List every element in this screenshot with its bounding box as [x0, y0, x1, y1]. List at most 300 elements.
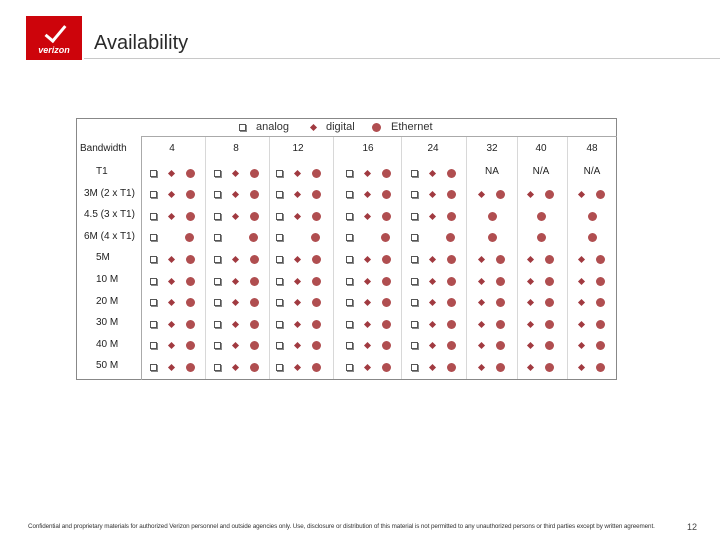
- ethernet-circle-icon: [250, 255, 259, 264]
- column-header: 8: [233, 143, 239, 154]
- ethernet-circle-icon: [447, 363, 456, 372]
- availability-cell: [346, 253, 391, 265]
- column-header: 24: [427, 143, 439, 154]
- availability-cell: [276, 318, 321, 330]
- ethernet-circle-icon: [545, 320, 554, 329]
- ethernet-circle-icon: [250, 190, 259, 199]
- availability-cell: [579, 253, 605, 265]
- availability-cell: [346, 167, 391, 179]
- ethernet-circle-icon: [382, 190, 391, 199]
- digital-diamond-icon: [293, 169, 300, 176]
- availability-cell: [479, 318, 505, 330]
- availability-cell: [528, 340, 554, 352]
- ethernet-circle-icon: [545, 363, 554, 372]
- analog-square-icon: [276, 256, 283, 263]
- column-divider: [517, 137, 518, 379]
- ethernet-circle-icon: [382, 298, 391, 307]
- analog-square-icon: [346, 321, 353, 328]
- ethernet-circle-icon: [312, 190, 321, 199]
- digital-diamond-icon: [363, 321, 370, 328]
- digital-diamond-icon: [293, 277, 300, 284]
- row-label: 40 M: [96, 338, 119, 350]
- row-label: 20 M: [96, 295, 119, 307]
- ethernet-circle-icon: [596, 255, 605, 264]
- digital-diamond-icon: [293, 191, 300, 198]
- legend-ethernet: Ethernet: [372, 118, 433, 136]
- availability-cell: [579, 361, 605, 373]
- analog-square-icon: [411, 278, 418, 285]
- ethernet-circle-icon: [496, 341, 505, 350]
- ethernet-circle-icon: [312, 255, 321, 264]
- digital-diamond-icon: [527, 191, 534, 198]
- analog-square-icon: [214, 364, 221, 371]
- digital-diamond-icon: [231, 213, 238, 220]
- digital-diamond-icon: [478, 321, 485, 328]
- ethernet-circle-icon: [447, 298, 456, 307]
- availability-cell: [276, 253, 321, 265]
- digital-diamond-icon: [478, 342, 485, 349]
- availability-cell: [479, 275, 505, 287]
- availability-cell: [276, 210, 321, 222]
- analog-square-icon: [411, 213, 418, 220]
- column-header: 4: [169, 143, 175, 154]
- analog-square-icon: [276, 342, 283, 349]
- analog-square-icon: [346, 364, 353, 371]
- analog-square-icon: [411, 299, 418, 306]
- row-label: 3M (2 x T1): [84, 187, 135, 199]
- ethernet-circle-icon: [545, 298, 554, 307]
- digital-diamond-icon: [231, 169, 238, 176]
- availability-cell: [276, 167, 321, 179]
- availability-cell: [214, 210, 259, 222]
- analog-square-icon: [411, 342, 418, 349]
- availability-cell: [214, 189, 259, 201]
- column-header: 16: [362, 143, 374, 154]
- digital-diamond-icon: [578, 299, 585, 306]
- ethernet-circle-icon: [545, 190, 554, 199]
- analog-square-icon: [346, 342, 353, 349]
- digital-diamond-icon: [428, 191, 435, 198]
- analog-square-icon: [214, 278, 221, 285]
- digital-diamond-icon: [527, 342, 534, 349]
- digital-diamond-icon: [428, 299, 435, 306]
- ethernet-circle-icon: [382, 255, 391, 264]
- analog-square-icon: [150, 234, 157, 241]
- ethernet-circle-icon: [250, 363, 259, 372]
- digital-diamond-icon: [578, 321, 585, 328]
- ethernet-circle-icon: [545, 277, 554, 286]
- ethernet-circle-icon: [186, 255, 195, 264]
- digital-diamond-icon: [428, 169, 435, 176]
- column-divider: [333, 137, 334, 379]
- ethernet-circle-icon: [596, 298, 605, 307]
- page-title: Availability: [94, 32, 189, 54]
- digital-diamond-icon: [578, 256, 585, 263]
- ethernet-circle-icon: [447, 169, 456, 178]
- column-header: 32: [486, 143, 498, 154]
- availability-cell: [411, 167, 456, 179]
- circle-icon: [372, 123, 381, 132]
- digital-diamond-icon: [167, 364, 174, 371]
- availability-cell: [276, 232, 320, 244]
- row-label: 5M: [96, 252, 110, 264]
- analog-square-icon: [276, 213, 283, 220]
- analog-square-icon: [150, 170, 157, 177]
- row-label: 50 M: [96, 360, 119, 372]
- availability-text: N/A: [532, 166, 550, 177]
- ethernet-circle-icon: [381, 233, 390, 242]
- verizon-logo: [26, 16, 82, 60]
- digital-diamond-icon: [167, 277, 174, 284]
- analog-square-icon: [150, 342, 157, 349]
- availability-cell: [411, 361, 456, 373]
- ethernet-circle-icon: [186, 277, 195, 286]
- column-header: 40: [535, 143, 547, 154]
- digital-diamond-icon: [231, 277, 238, 284]
- ethernet-circle-icon: [312, 298, 321, 307]
- column-divider: [269, 137, 270, 379]
- analog-square-icon: [150, 321, 157, 328]
- ethernet-circle-icon: [496, 255, 505, 264]
- digital-diamond-icon: [363, 213, 370, 220]
- analog-square-icon: [346, 191, 353, 198]
- availability-cell: [150, 253, 195, 265]
- availability-cell: [579, 318, 605, 330]
- digital-diamond-icon: [428, 256, 435, 263]
- availability-cell: [579, 189, 605, 201]
- availability-cell: [214, 167, 259, 179]
- availability-cell: [276, 297, 321, 309]
- ethernet-circle-icon: [382, 169, 391, 178]
- analog-square-icon: [150, 213, 157, 220]
- availability-cell: [579, 340, 605, 352]
- digital-diamond-icon: [167, 213, 174, 220]
- logo-text: verizon: [38, 45, 70, 55]
- ethernet-circle-icon: [250, 341, 259, 350]
- availability-cell: [488, 210, 497, 222]
- ethernet-circle-icon: [447, 190, 456, 199]
- availability-cell: [150, 361, 195, 373]
- analog-square-icon: [346, 278, 353, 285]
- ethernet-circle-icon: [446, 233, 455, 242]
- availability-text: NA: [485, 166, 499, 177]
- diamond-icon: [310, 124, 317, 131]
- digital-diamond-icon: [428, 213, 435, 220]
- digital-diamond-icon: [363, 299, 370, 306]
- analog-square-icon: [214, 256, 221, 263]
- ethernet-circle-icon: [382, 277, 391, 286]
- confidential-footer: Confidential and proprietary materials for authorized Verizon personnel and outside agencies only. Use, disclosure or distribution of this material is not permitted to any unauthorized persons or third parties except by written agreement.: [28, 523, 655, 530]
- availability-cell: [528, 189, 554, 201]
- availability-cell: [411, 297, 456, 309]
- digital-diamond-icon: [363, 169, 370, 176]
- digital-diamond-icon: [293, 364, 300, 371]
- ethernet-circle-icon: [596, 363, 605, 372]
- ethernet-circle-icon: [447, 320, 456, 329]
- availability-cell: [150, 232, 194, 244]
- availability-cell: [488, 232, 497, 244]
- availability-cell: [150, 275, 195, 287]
- digital-diamond-icon: [363, 256, 370, 263]
- digital-diamond-icon: [363, 277, 370, 284]
- ethernet-circle-icon: [249, 233, 258, 242]
- availability-cell: [588, 210, 597, 222]
- availability-cell: [346, 275, 391, 287]
- availability-cell: [150, 340, 195, 352]
- ethernet-circle-icon: [186, 190, 195, 199]
- ethernet-circle-icon: [312, 320, 321, 329]
- digital-diamond-icon: [478, 191, 485, 198]
- analog-square-icon: [150, 299, 157, 306]
- availability-cell: [214, 297, 259, 309]
- digital-diamond-icon: [363, 191, 370, 198]
- ethernet-circle-icon: [382, 320, 391, 329]
- column-divider: [205, 137, 206, 379]
- digital-diamond-icon: [167, 256, 174, 263]
- title-divider: [84, 58, 720, 59]
- ethernet-circle-icon: [185, 233, 194, 242]
- row-label: 10 M: [96, 274, 119, 285]
- availability-cell: [528, 275, 554, 287]
- ethernet-circle-icon: [596, 341, 605, 350]
- availability-cell: [411, 210, 456, 222]
- analog-square-icon: [411, 256, 418, 263]
- row-label: 4.5 (3 x T1): [84, 209, 135, 221]
- ethernet-circle-icon: [312, 169, 321, 178]
- availability-cell: [346, 318, 391, 330]
- checkmark-icon: [45, 20, 67, 43]
- availability-cell: [479, 253, 505, 265]
- column-header: 48: [586, 143, 598, 154]
- ethernet-circle-icon: [186, 169, 195, 178]
- availability-cell: [346, 297, 391, 309]
- availability-cell: [579, 275, 605, 287]
- availability-cell: [346, 361, 391, 373]
- column-divider: [567, 137, 568, 379]
- column-divider: [401, 137, 402, 379]
- availability-cell: [150, 297, 195, 309]
- digital-diamond-icon: [527, 299, 534, 306]
- availability-cell: [276, 361, 321, 373]
- availability-cell: [411, 189, 456, 201]
- digital-diamond-icon: [578, 191, 585, 198]
- ethernet-circle-icon: [447, 255, 456, 264]
- legend: [76, 118, 616, 136]
- digital-diamond-icon: [578, 342, 585, 349]
- availability-cell: [214, 232, 258, 244]
- digital-diamond-icon: [231, 364, 238, 371]
- availability-cell: [214, 361, 259, 373]
- availability-cell: [150, 318, 195, 330]
- availability-cell: [150, 210, 195, 222]
- ethernet-circle-icon: [488, 233, 497, 242]
- analog-square-icon: [276, 321, 283, 328]
- digital-diamond-icon: [527, 321, 534, 328]
- analog-square-icon: [276, 278, 283, 285]
- availability-cell: [537, 210, 546, 222]
- digital-diamond-icon: [167, 342, 174, 349]
- availability-cell: [537, 232, 546, 244]
- bandwidth-header: Bandwidth: [80, 143, 127, 154]
- row-label: 6M (4 x T1): [84, 230, 135, 242]
- row-label: T1: [96, 166, 108, 177]
- ethernet-circle-icon: [186, 212, 195, 221]
- availability-cell: [276, 189, 321, 201]
- ethernet-circle-icon: [311, 233, 320, 242]
- digital-diamond-icon: [231, 321, 238, 328]
- digital-diamond-icon: [578, 364, 585, 371]
- analog-square-icon: [411, 191, 418, 198]
- ethernet-circle-icon: [250, 277, 259, 286]
- ethernet-circle-icon: [596, 190, 605, 199]
- ethernet-circle-icon: [312, 277, 321, 286]
- ethernet-circle-icon: [250, 298, 259, 307]
- digital-diamond-icon: [428, 321, 435, 328]
- analog-square-icon: [411, 321, 418, 328]
- ethernet-circle-icon: [496, 277, 505, 286]
- analog-square-icon: [346, 170, 353, 177]
- ethernet-circle-icon: [496, 190, 505, 199]
- digital-diamond-icon: [231, 191, 238, 198]
- analog-square-icon: [276, 191, 283, 198]
- digital-diamond-icon: [231, 256, 238, 263]
- analog-square-icon: [276, 299, 283, 306]
- ethernet-circle-icon: [496, 363, 505, 372]
- ethernet-circle-icon: [447, 212, 456, 221]
- ethernet-circle-icon: [382, 341, 391, 350]
- digital-diamond-icon: [167, 191, 174, 198]
- digital-diamond-icon: [167, 169, 174, 176]
- availability-cell: [411, 232, 455, 244]
- availability-cell: [276, 275, 321, 287]
- ethernet-circle-icon: [596, 320, 605, 329]
- ethernet-circle-icon: [382, 212, 391, 221]
- analog-square-icon: [150, 364, 157, 371]
- availability-cell: [150, 189, 195, 201]
- ethernet-circle-icon: [447, 341, 456, 350]
- availability-cell: [346, 210, 391, 222]
- digital-diamond-icon: [293, 342, 300, 349]
- ethernet-circle-icon: [382, 363, 391, 372]
- analog-square-icon: [214, 342, 221, 349]
- analog-square-icon: [214, 299, 221, 306]
- ethernet-circle-icon: [537, 233, 546, 242]
- square-icon: [239, 124, 246, 131]
- ethernet-circle-icon: [312, 363, 321, 372]
- availability-cell: [346, 189, 391, 201]
- digital-diamond-icon: [231, 299, 238, 306]
- availability-cell: [411, 253, 456, 265]
- legend-digital: digital: [311, 118, 355, 136]
- ethernet-circle-icon: [186, 320, 195, 329]
- availability-cell: [276, 340, 321, 352]
- ethernet-circle-icon: [447, 277, 456, 286]
- digital-diamond-icon: [293, 321, 300, 328]
- availability-cell: [579, 297, 605, 309]
- ethernet-circle-icon: [250, 169, 259, 178]
- ethernet-circle-icon: [186, 363, 195, 372]
- availability-cell: [150, 167, 195, 179]
- digital-diamond-icon: [293, 256, 300, 263]
- analog-square-icon: [346, 213, 353, 220]
- availability-cell: [346, 340, 391, 352]
- analog-square-icon: [150, 278, 157, 285]
- availability-cell: [479, 297, 505, 309]
- availability-cell: [528, 361, 554, 373]
- digital-diamond-icon: [478, 364, 485, 371]
- digital-diamond-icon: [428, 277, 435, 284]
- digital-diamond-icon: [428, 364, 435, 371]
- page-number: 12: [687, 522, 698, 532]
- availability-cell: [214, 318, 259, 330]
- analog-square-icon: [346, 234, 353, 241]
- availability-cell: [588, 232, 597, 244]
- analog-square-icon: [346, 299, 353, 306]
- digital-diamond-icon: [293, 213, 300, 220]
- ethernet-circle-icon: [186, 298, 195, 307]
- ethernet-circle-icon: [588, 212, 597, 221]
- row-label: 30 M: [96, 317, 119, 329]
- digital-diamond-icon: [527, 277, 534, 284]
- ethernet-circle-icon: [545, 255, 554, 264]
- availability-cell: [346, 232, 390, 244]
- availability-cell: [479, 361, 505, 373]
- analog-square-icon: [214, 213, 221, 220]
- digital-diamond-icon: [231, 342, 238, 349]
- ethernet-circle-icon: [588, 233, 597, 242]
- ethernet-circle-icon: [488, 212, 497, 221]
- digital-diamond-icon: [167, 299, 174, 306]
- analog-square-icon: [150, 256, 157, 263]
- legend-analog: analog: [239, 118, 289, 136]
- ethernet-circle-icon: [496, 320, 505, 329]
- ethernet-circle-icon: [496, 298, 505, 307]
- digital-diamond-icon: [478, 256, 485, 263]
- availability-cell: [411, 275, 456, 287]
- digital-diamond-icon: [527, 364, 534, 371]
- analog-square-icon: [411, 170, 418, 177]
- availability-cell: [214, 340, 259, 352]
- ethernet-circle-icon: [312, 341, 321, 350]
- availability-cell: [528, 297, 554, 309]
- availability-cell: [528, 318, 554, 330]
- column-header: 12: [292, 143, 304, 154]
- digital-diamond-icon: [167, 321, 174, 328]
- analog-square-icon: [411, 364, 418, 371]
- digital-diamond-icon: [428, 342, 435, 349]
- ethernet-circle-icon: [250, 212, 259, 221]
- availability-cell: [214, 275, 259, 287]
- availability-cell: [214, 253, 259, 265]
- digital-diamond-icon: [478, 277, 485, 284]
- ethernet-circle-icon: [545, 341, 554, 350]
- digital-diamond-icon: [527, 256, 534, 263]
- analog-square-icon: [214, 170, 221, 177]
- availability-text: N/A: [583, 166, 601, 177]
- digital-diamond-icon: [363, 342, 370, 349]
- analog-square-icon: [214, 321, 221, 328]
- analog-square-icon: [214, 191, 221, 198]
- analog-square-icon: [276, 234, 283, 241]
- availability-cell: [528, 253, 554, 265]
- ethernet-circle-icon: [186, 341, 195, 350]
- digital-diamond-icon: [363, 364, 370, 371]
- availability-cell: [411, 340, 456, 352]
- availability-cell: [411, 318, 456, 330]
- digital-diamond-icon: [293, 299, 300, 306]
- analog-square-icon: [150, 191, 157, 198]
- analog-square-icon: [346, 256, 353, 263]
